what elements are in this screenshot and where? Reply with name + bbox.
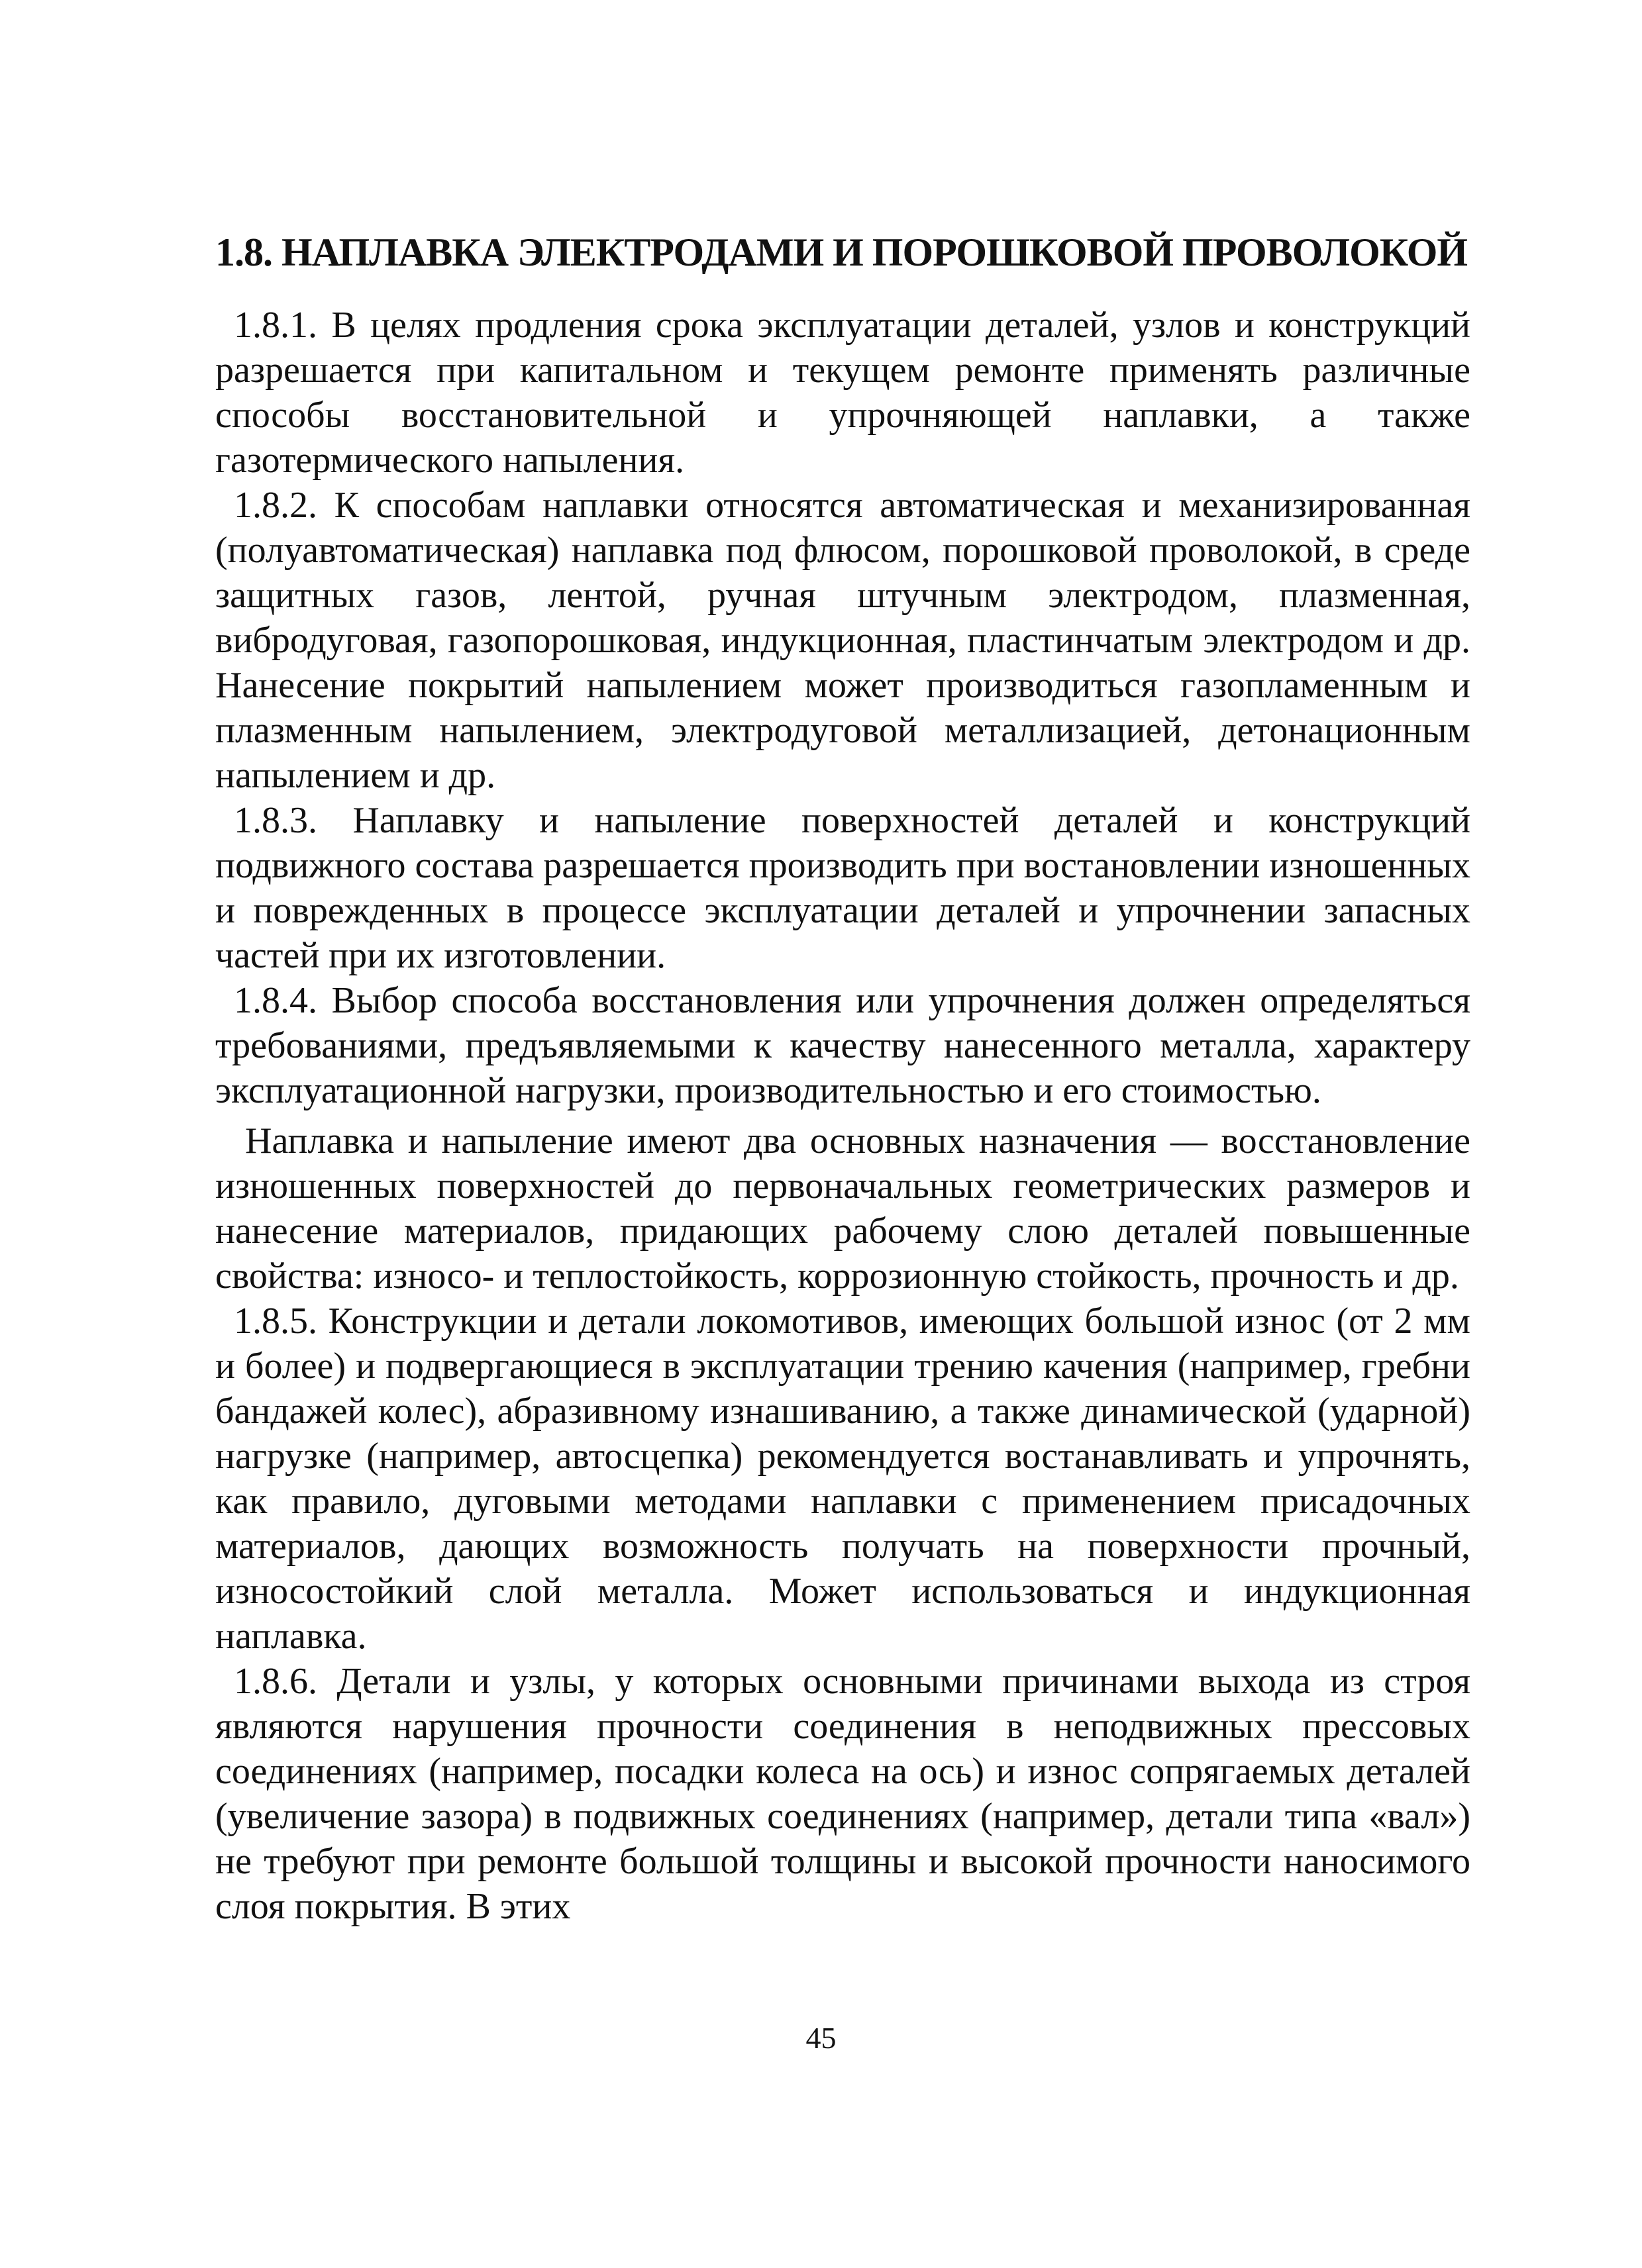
section-title: 1.8. НАПЛАВКА ЭЛЕКТРОДАМИ И ПОРОШКОВОЙ ПРОВОЛОКОЙ <box>215 230 1468 274</box>
paragraph-1-8-6 <box>215 1659 1470 1929</box>
document-page <box>215 228 1470 1929</box>
paragraph-text: Конструкции и детали локомотивов, имеющих большой износ (от 2 мм и более) и подвергающиеся в эксплуатации трению качения (например, гребни бандажей колес), абразивному изнашиванию, а также динамической (ударной) нагрузке (например, автосцепка) рекомендуется востанавливать и упрочнять, как правило, дуговыми методами наплавки с применением присадочных материалов, дающих возможность получать на поверхности прочный, износостойкий слой металла. Может использоваться и индукционная наплавка. <box>215 1301 1470 1657</box>
paragraph-1-8-1 <box>215 303 1470 483</box>
page-number: 45 <box>805 2021 837 2055</box>
paragraph-purposes <box>215 1118 1470 1299</box>
paragraph-number: 1.8.2. <box>234 485 317 526</box>
paragraph-number: 1.8.6. <box>234 1661 317 1702</box>
paragraph-text: В целях продления срока эксплуатации деталей, узлов и конструкций разрешается при капитальном и текущем ремонте применять различные способы восстановительной и упрочняющей наплавки, а также газотермического напыления. <box>215 305 1471 481</box>
paragraph-number: 1.8.3. <box>234 800 317 841</box>
paragraph-1-8-4 <box>215 978 1470 1113</box>
paragraph-text: Выбор способа восстановления или упрочнения должен определяться требованиями, предъявляемыми к качеству нанесенного металла, характеру эксплуатационной нагрузки, производительностью и его стоимостью. <box>215 980 1471 1111</box>
paragraph-number: 1.8.1. <box>234 305 317 346</box>
paragraph-text: Наплавку и напыление поверхностей деталей и конструкций подвижного состава разрешается производить при востановлении изношенных и поврежденных в процессе эксплуатации деталей и упрочнении запасных частей при их изготовлении. <box>215 800 1471 976</box>
paragraph-number: 1.8.4. <box>234 980 317 1021</box>
paragraph-number: 1.8.5. <box>234 1301 317 1342</box>
paragraph-text: Наплавка и напыление имеют два основных назначения — восстановление изношенных поверхностей до первоначальных геометрических размеров и нанесение материалов, придающих рабочему слою деталей повышенные свойства: износо- и теплостойкость, коррозионную стойкость, прочность и др. <box>215 1120 1470 1297</box>
paragraph-text: Детали и узлы, у которых основными причинами выхода из строя являются нарушения прочности соединения в неподвижных прессовых соединениях (например, посадки колеса на ось) и износ сопрягаемых деталей (увеличение зазора) в подвижных соединениях (например, детали типа «вал») не требуют при ремонте большой толщины и высокой прочности наносимого слоя покрытия. В этих <box>215 1661 1471 1927</box>
paragraph-1-8-5 <box>215 1299 1470 1659</box>
paragraph-1-8-2 <box>215 483 1470 798</box>
paragraph-text: К способам наплавки относятся автоматическая и механизированная (полуавтоматическая) наплавка под флюсом, порошковой проволокой, в среде защитных газов, лентой, ручная штучным электродом, плазменная, вибродуговая, газопорошковая, индукционная, пластинчатым электродом и др. Нанесение покрытий напылением может производиться газопламенным и плазменным напылением, электродуговой металлизацией, детонационным напылением и др. <box>215 485 1471 796</box>
paragraph-1-8-3 <box>215 798 1470 978</box>
